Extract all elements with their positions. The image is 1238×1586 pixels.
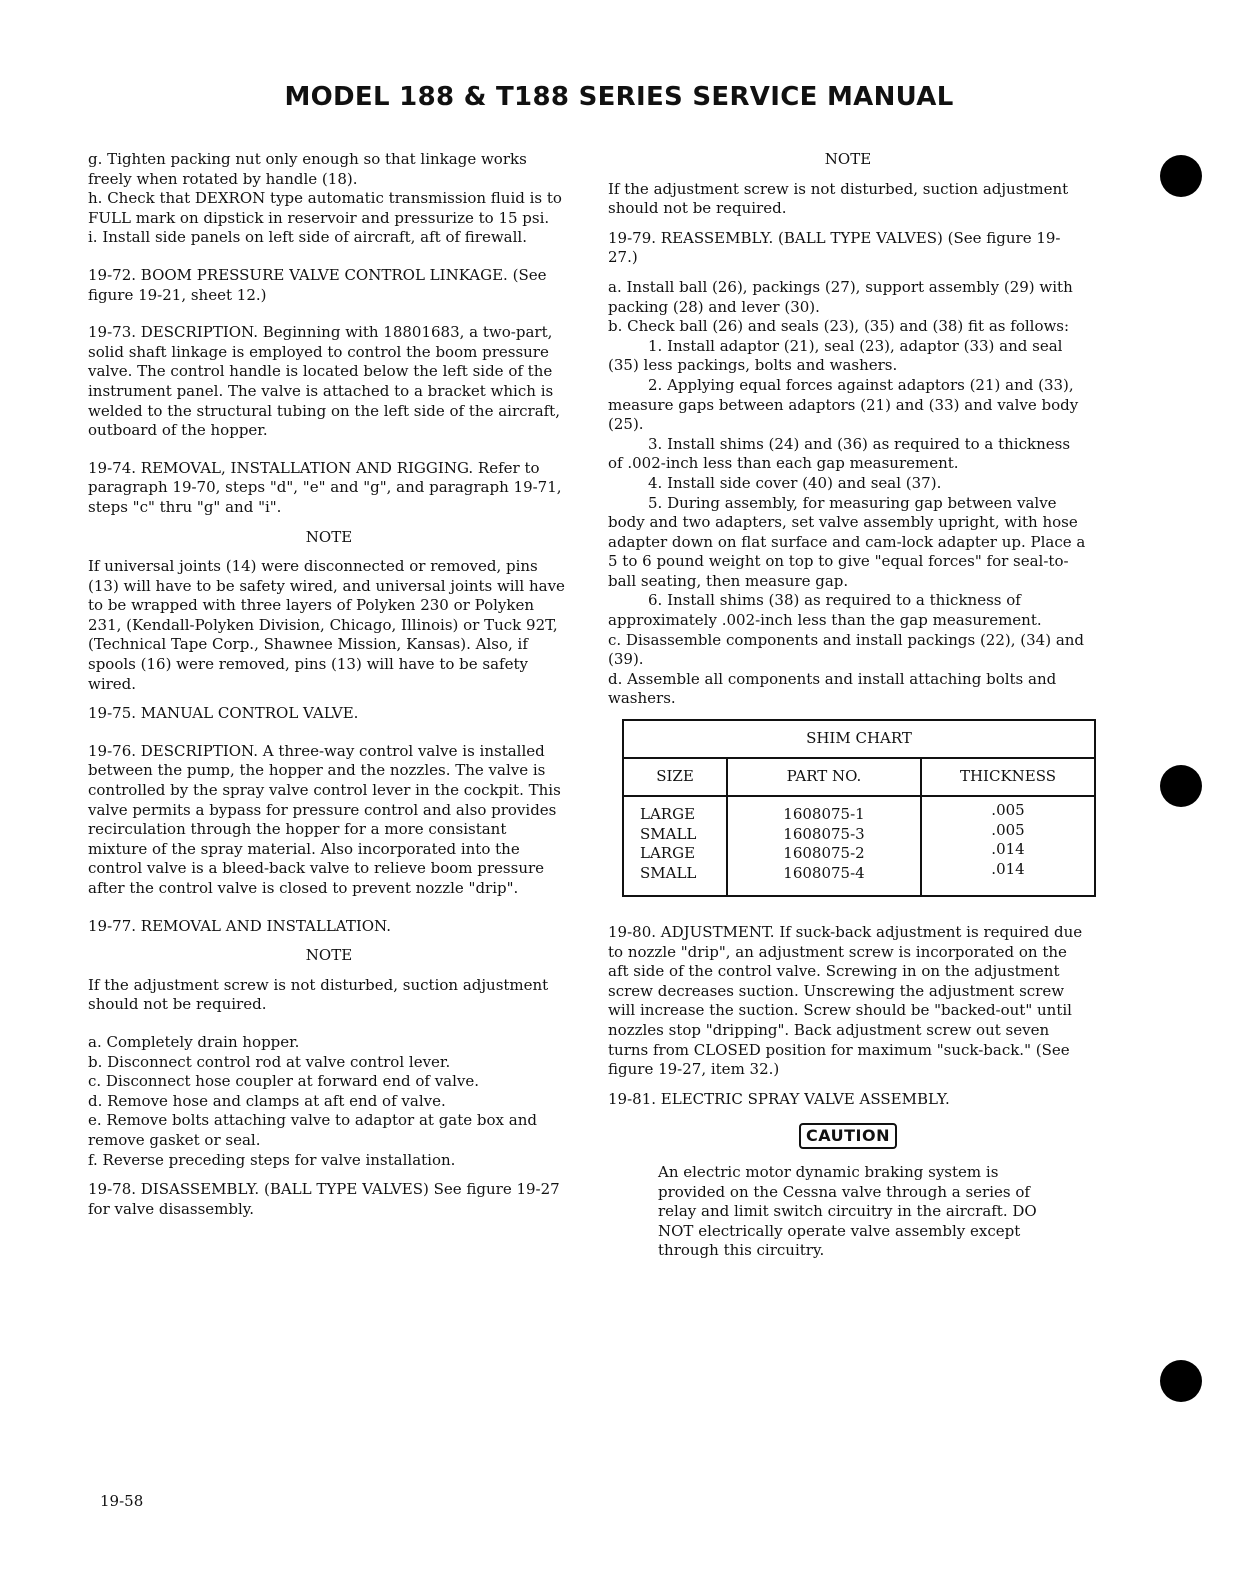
size-value: SMALL (640, 824, 697, 843)
note-body: If the adjustment screw is not disturbed, suction adjustment should not be required. (88, 975, 549, 1014)
section-19-79-heading: 19-79. REASSEMBLY. (BALL TYPE VALVES) (See figure 19-27.) (608, 228, 1061, 267)
size-value: SMALL (640, 863, 697, 882)
step-g: g. Tighten packing nut only enough so that linkage works freely when rotated by handle (18). (88, 150, 527, 188)
step-h: h. Check that DEXRON type automatic transmission fluid is to FULL mark on dipstick in reservoir and pressurize to 15 psi. (88, 189, 562, 227)
binder-hole-top (1160, 155, 1202, 197)
right-column (608, 150, 1088, 1261)
thickness-cell (921, 796, 1095, 896)
column-header-part-no: PART NO. (727, 758, 921, 796)
section-19-78-heading: 19-78. DISASSEMBLY. (BALL TYPE VALVES) See figure 19-27 for valve disassembly. (88, 1180, 560, 1218)
column-header-size: SIZE (623, 758, 727, 796)
shim-chart-table (622, 719, 1096, 897)
section-19-75-heading: 19-75. MANUAL CONTROL VALVE. (88, 704, 359, 723)
section-19-72-heading: 19-72. BOOM PRESSURE VALVE CONTROL LINKAGE. (See figure 19-21, sheet 12.) (88, 265, 547, 304)
section-19-80-adjustment: 19-80. ADJUSTMENT. If suck-back adjustment is required due to nozzle "drip", an adjustment screw is incorporated on the aft side of the control valve. Screwing in on the adjustment screw decreases suction. Unscrewing the adjustment screw will increase the suction. Screw should be "backed-out" until nozzles stop "dripping". Back adjustment screw out seven turns from CLOSED position for maximum "suck-back." (See figure 19-27, item 32.) (608, 923, 1083, 1079)
reassembly-substep-3: 3. Install shims (24) and (36) as required to a thickness of .002-inch less than each gap measurement. (608, 434, 1071, 473)
part-no-value: 1608075-2 (783, 844, 865, 863)
removal-step-c: c. Disconnect hose coupler at forward end of valve. (88, 1072, 480, 1091)
caution-body: An electric motor dynamic braking system is provided on the Cessna valve through a series of relay and limit switch circuitry in the aircraft. DO NOT electrically operate valve assembly except through this circuitry. (658, 1162, 1037, 1260)
size-value: LARGE (640, 844, 696, 863)
page-title: MODEL 188 & T188 SERIES SERVICE MANUAL (284, 82, 954, 112)
thickness-value: .014 (991, 840, 1025, 859)
reassembly-step-c: c. Disassemble components and install packings (22), (34) and (39). (608, 630, 1085, 669)
part-no-value: 1608075-4 (783, 863, 865, 882)
thickness-value: .005 (991, 801, 1025, 820)
note-label: NOTE (305, 946, 353, 965)
removal-step-a: a. Completely drain hopper. (88, 1032, 300, 1051)
thickness-value: .014 (991, 859, 1025, 878)
section-19-77-heading: 19-77. REMOVAL AND INSTALLATION. (88, 916, 391, 935)
reassembly-substep-1: 1. Install adaptor (21), seal (23), adaptor (33) and seal (35) less packings, bolts and washers. (608, 336, 1063, 375)
note-label: NOTE (824, 150, 872, 168)
part-no-value: 1608075-1 (783, 805, 865, 824)
removal-step-b: b. Disconnect control rod at valve control lever. (88, 1052, 451, 1071)
note-body: If the adjustment screw is not disturbed, suction adjustment should not be required. (608, 179, 1069, 218)
part-no-value: 1608075-3 (783, 824, 865, 843)
thickness-value: .005 (991, 820, 1025, 839)
page-number: 19-58 (100, 1492, 144, 1510)
part-no-cell (727, 796, 921, 896)
section-19-81-heading: 19-81. ELECTRIC SPRAY VALVE ASSEMBLY. (608, 1089, 950, 1108)
reassembly-step-a: a. Install ball (26), packings (27), support assembly (29) with packing (28) and lever (30). (608, 277, 1073, 316)
note-label: NOTE (305, 527, 353, 546)
reassembly-substep-2: 2. Applying equal forces against adaptors (21) and (33), measure gaps between adaptors (21) and (33) and valve body (25). (608, 375, 1079, 434)
reassembly-step-d: d. Assemble all components and install attaching bolts and washers. (608, 669, 1057, 708)
size-cell (623, 796, 727, 896)
section-19-74-heading: 19-74. REMOVAL, INSTALLATION AND RIGGING. Refer to paragraph 19-70, steps "d", "e" and "g", and paragraph 19-71, steps "c" thru "g" and "i". (88, 458, 562, 516)
step-i: i. Install side panels on left side of aircraft, aft of firewall. (88, 228, 527, 247)
note-body: If universal joints (14) were disconnected or removed, pins (13) will have to be safety wired, and universal joints will have to be wrapped with three layers of Polyken 230 or Polyken 231, (Kendall-Polyken Division, Chicago, Illinois) or Tuck 92T, (Technical Tape Corp., Shawnee Mission, Kansas). Also, if spools (16) were removed, pins (13) will have to be safety wired. (88, 557, 565, 693)
binder-hole-middle (1160, 765, 1202, 807)
left-column (88, 150, 570, 1219)
section-19-73-description: 19-73. DESCRIPTION. Beginning with 18801683, a two-part, solid shaft linkage is employed to control the boom pressure valve. The control handle is located below the left side of the instrument panel. The valve is attached to a bracket which is welded to the structural tubing on the left side of the aircraft, outboard of the hopper. (88, 323, 560, 440)
shim-chart-title: SHIM CHART (623, 720, 1095, 758)
reassembly-step-b: b. Check ball (26) and seals (23), (35) and (38) fit as follows: (608, 317, 1070, 336)
section-19-76-description: 19-76. DESCRIPTION. A three-way control valve is installed between the pump, the hopper and the nozzles. The valve is controlled by the spray valve control lever in the cockpit. This valve permits a bypass for pressure control and also provides recirculation through the hopper for a more consistant mixture of the spray material. Also incorporated into the control valve is a bleed-back valve to relieve boom pressure after the control valve is closed to prevent nozzle "drip". (88, 741, 561, 897)
removal-step-f: f. Reverse preceding steps for valve installation. (88, 1150, 456, 1169)
removal-step-d: d. Remove hose and clamps at aft end of valve. (88, 1091, 446, 1110)
reassembly-substep-4: 4. Install side cover (40) and seal (37). (648, 473, 942, 492)
caution-label: CAUTION (799, 1123, 897, 1149)
column-header-thickness: THICKNESS (921, 758, 1095, 796)
reassembly-substep-6: 6. Install shims (38) as required to a thickness of approximately .002-inch less than the gap measurement. (608, 591, 1042, 630)
removal-step-e: e. Remove bolts attaching valve to adaptor at gate box and remove gasket or seal. (88, 1111, 537, 1149)
size-value: LARGE (640, 805, 696, 824)
binder-hole-bottom (1160, 1360, 1202, 1402)
reassembly-substep-5: 5. During assembly, for measuring gap between valve body and two adapters, set valve assembly upright, with hose adapter down on flat surface and cam-lock adapter up. Place a 5 to 6 pound weight on top to give "equal forces" for seal-to-ball seating, then measure gap. (608, 493, 1086, 590)
